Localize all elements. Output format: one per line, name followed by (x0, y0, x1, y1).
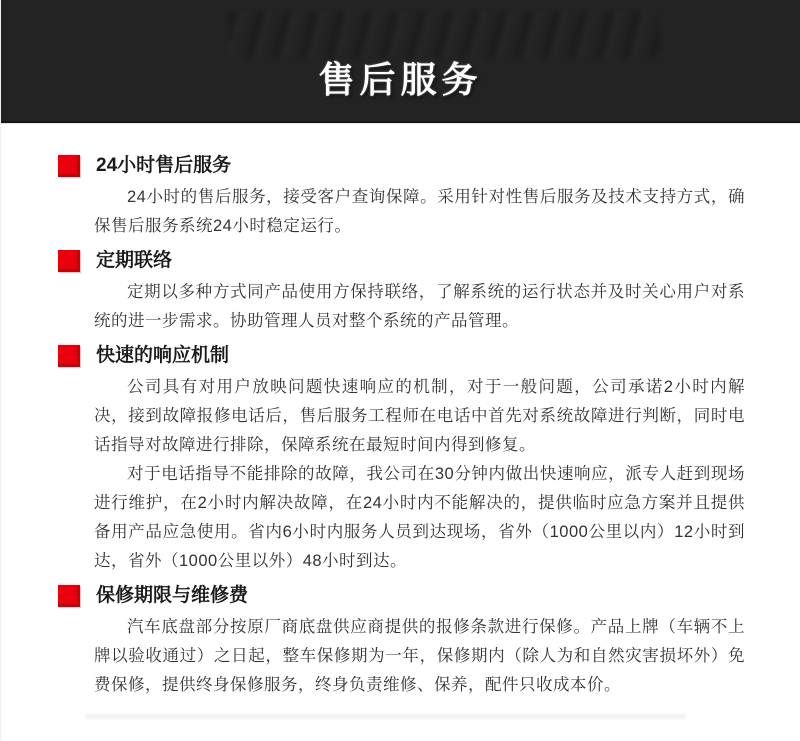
red-square-bullet-icon (58, 155, 80, 177)
header-banner (1, 0, 800, 123)
section-heading-row (58, 584, 745, 608)
section-heading-row (58, 249, 745, 273)
section-title-warranty: 保修期限与维修费 (96, 585, 249, 606)
footer-smudge (86, 714, 686, 719)
section-warranty (58, 584, 745, 700)
section-heading-row (58, 344, 745, 368)
red-square-bullet-icon (58, 585, 80, 607)
section-title-24h-service: 24小时售后服务 (96, 155, 232, 176)
section-paragraph: 定期以多种方式同产品使用方保持联络，了解系统的运行状态并及时关心用户对系统的进一步需求。协助管理人员对整个系统的产品管理。 (94, 283, 745, 330)
red-square-bullet-icon (58, 250, 80, 272)
section-paragraph: 对于电话指导不能排除的故障，我公司在30分钟内做出快速响应，派专人赶到现场进行维护，在2小时内解决故障，在24小时内不能解决的，提供临时应急方案并且提供备用产品应急使用。省内6小时内服务人员到达现场，省外（1000公里以内）12小时到达，省外（1000公里以外）48小时到达。 (94, 465, 745, 570)
section-paragraph: 24小时的售后服务，接受客户查询保障。采用针对性售后服务及技术支持方式，确保售后服务系统24小时稳定运行。 (94, 188, 745, 235)
section-title-regular-contact: 定期联络 (96, 250, 173, 271)
section-24h-service (58, 154, 745, 241)
section-paragraph: 汽车底盘部分按原厂商底盘供应商提供的报修条款进行保修。产品上牌（车辆不上牌以验收通过）之日起，整车保修期为一年，保修期内（除人为和自然灾害损坏外）免费保修，提供终身保修服务，终身负责维修、保养，配件只收成本价。 (94, 618, 745, 694)
section-fast-response (58, 344, 745, 576)
section-title-fast-response: 快速的响应机制 (96, 345, 230, 366)
section-regular-contact (58, 249, 745, 336)
section-paragraph: 公司具有对用户放映问题快速响应的机制，对于一般问题，公司承诺2小时内解决，接到故障报修电话后，售后服务工程师在电话中首先对系统故障进行判断，同时电话指导对故障进行排除，保障系统在最短时间内得到修复。 (94, 378, 745, 454)
section-heading-row (58, 154, 745, 178)
page-title: 售后服务 (318, 59, 483, 100)
content-area (1, 123, 800, 700)
red-square-bullet-icon (58, 345, 80, 367)
